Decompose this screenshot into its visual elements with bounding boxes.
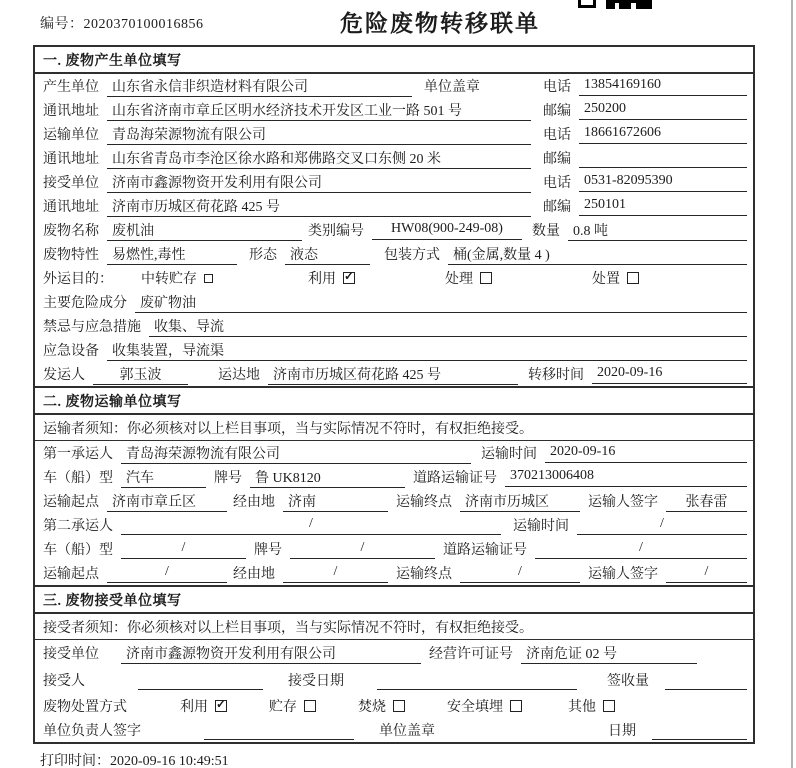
print-time-label: 打印时间： bbox=[40, 754, 110, 768]
qr-block bbox=[578, 0, 596, 8]
field-received-quantity bbox=[665, 671, 747, 690]
option-label: 利用 bbox=[308, 272, 336, 287]
section2-header: 二. 废物运输单位填写 bbox=[35, 386, 753, 415]
field-date bbox=[652, 721, 747, 740]
field-receiver-address: 济南市历城区荷花路 425 号 bbox=[107, 196, 531, 217]
qr-block bbox=[606, 3, 615, 9]
field-receiver-unit: 济南市鑫源物资开发利用有限公司 bbox=[107, 172, 531, 193]
transporter-notice: 运输者须知：你必须核对以上栏目事项，当与实际情况不符时，有权拒绝接受。 bbox=[35, 415, 753, 441]
option-store bbox=[269, 696, 316, 716]
row-emergency-equipment bbox=[35, 338, 753, 362]
field-label: 应急设备 bbox=[43, 344, 99, 359]
checkbox-incinerate bbox=[393, 700, 405, 712]
field-label: 通讯地址 bbox=[43, 152, 99, 167]
field-label: 接受单位 bbox=[43, 176, 99, 191]
field-transport-zip bbox=[579, 149, 747, 168]
field-label: 邮编 bbox=[543, 152, 571, 167]
field-label: 牌号 bbox=[214, 471, 242, 486]
option-label: 贮存 bbox=[269, 700, 297, 715]
field-label: 运输起点 bbox=[43, 495, 99, 510]
checkbox-store bbox=[304, 700, 316, 712]
field-producer-phone: 13854169160 bbox=[579, 77, 747, 96]
field-emergency-equipment: 收集装置，导流渠 bbox=[107, 340, 747, 361]
field-road-permit-2: / bbox=[535, 540, 747, 559]
unit-seal-label: 单位盖章 bbox=[379, 724, 435, 739]
option-label: 处理 bbox=[445, 272, 473, 287]
field-via-2: / bbox=[283, 564, 388, 583]
option-label: 中转贮存 bbox=[141, 272, 197, 287]
field-label: 第二承运人 bbox=[43, 519, 113, 534]
field-label: 类别编号 bbox=[308, 224, 364, 239]
option-other bbox=[568, 696, 615, 716]
option-landfill bbox=[447, 696, 522, 716]
page-title: 危险废物转移联单 bbox=[340, 11, 540, 36]
field-label: 运输起点 bbox=[43, 567, 99, 582]
checkbox-treat bbox=[480, 272, 492, 284]
field-producer-zip: 250200 bbox=[579, 101, 747, 120]
field-vehicle-type-1: 汽车 bbox=[121, 467, 206, 488]
field-label: 运输人签字 bbox=[588, 567, 658, 582]
option-label: 其他 bbox=[568, 700, 596, 715]
print-time bbox=[40, 750, 229, 768]
option-use bbox=[308, 268, 355, 288]
qr-block bbox=[619, 3, 631, 9]
field-second-carrier: / bbox=[121, 516, 501, 535]
option-dispose bbox=[592, 268, 639, 288]
checkbox-other bbox=[603, 700, 615, 712]
field-label: 签收量 bbox=[607, 674, 649, 689]
field-label: 废物处置方式 bbox=[43, 700, 127, 715]
row-accept-person bbox=[35, 666, 753, 694]
row-accept-unit bbox=[35, 640, 753, 666]
field-main-hazard: 废矿物油 bbox=[135, 292, 747, 313]
field-terminus-2: / bbox=[460, 564, 580, 583]
field-label: 产生单位 bbox=[43, 80, 99, 95]
field-shipper: 郭玉波 bbox=[93, 364, 188, 385]
row-waste-property bbox=[35, 242, 753, 266]
field-packaging: 桶(金属,数量 4 ) bbox=[448, 244, 747, 265]
field-label: 运达地 bbox=[218, 368, 260, 383]
field-category-code: HW08(900-249-08) bbox=[372, 221, 522, 240]
row-route-2 bbox=[35, 561, 753, 585]
field-road-permit-1: 370213006408 bbox=[505, 468, 747, 487]
field-label: 运输人签字 bbox=[588, 495, 658, 510]
field-transport-date-2: / bbox=[577, 516, 747, 535]
field-accept-date bbox=[377, 671, 577, 690]
qr-block bbox=[636, 3, 652, 9]
row-first-carrier bbox=[35, 441, 753, 465]
field-label: 通讯地址 bbox=[43, 104, 99, 119]
field-label: 运输单位 bbox=[43, 128, 99, 143]
field-label: 单位负责人签字 bbox=[43, 724, 141, 739]
print-time-value: 2020-09-16 10:49:51 bbox=[110, 754, 229, 768]
field-terminus-1: 济南市历城区 bbox=[460, 491, 580, 512]
row-second-carrier bbox=[35, 513, 753, 537]
field-destination: 济南市历城区荷花路 425 号 bbox=[268, 364, 518, 385]
field-label: 数量 bbox=[532, 224, 560, 239]
field-waste-name: 废机油 bbox=[107, 220, 302, 241]
field-label: 邮编 bbox=[543, 104, 571, 119]
row-producer-unit bbox=[35, 74, 753, 98]
row-responsible-signature bbox=[35, 718, 753, 742]
field-label: 接受日期 bbox=[288, 674, 344, 689]
field-carrier-signature-1: 张春雷 bbox=[666, 491, 747, 512]
field-via-1: 济南 bbox=[283, 491, 388, 512]
field-vehicle-type-2: / bbox=[121, 540, 246, 559]
field-form-state: 液态 bbox=[285, 244, 370, 265]
field-label: 接受人 bbox=[43, 674, 85, 689]
field-quantity: 0.8 吨 bbox=[568, 220, 747, 241]
field-label: 道路运输证号 bbox=[443, 543, 527, 558]
row-outbound-purpose bbox=[35, 266, 753, 290]
field-transport-date-1: 2020-09-16 bbox=[545, 444, 747, 463]
field-transport-unit: 青岛海荣源物流有限公司 bbox=[107, 124, 531, 145]
field-label: 经营许可证号 bbox=[429, 647, 513, 662]
field-origin-1: 济南市章丘区 bbox=[107, 491, 227, 512]
field-label: 转移时间 bbox=[528, 368, 584, 383]
receiver-notice: 接受者须知：你必须核对以上栏目事项，当与实际情况不符时，有权拒绝接受。 bbox=[35, 614, 753, 640]
field-label: 道路运输证号 bbox=[413, 471, 497, 486]
field-transfer-date: 2020-09-16 bbox=[592, 365, 747, 384]
field-first-carrier: 青岛海荣源物流有限公司 bbox=[121, 443, 471, 464]
option-transfer-storage bbox=[141, 268, 213, 288]
field-label: 运输终点 bbox=[396, 567, 452, 582]
option-label: 安全填埋 bbox=[447, 700, 503, 715]
row-receiver-address bbox=[35, 194, 753, 218]
checkbox-landfill bbox=[510, 700, 522, 712]
field-label: 运输时间 bbox=[513, 519, 569, 534]
field-accept-unit: 济南市鑫源物资开发利用有限公司 bbox=[121, 643, 421, 664]
field-label: 经由地 bbox=[233, 567, 275, 582]
field-label: 废物名称 bbox=[43, 224, 99, 239]
manifest-form bbox=[33, 45, 755, 744]
row-emergency-measures bbox=[35, 314, 753, 338]
field-label: 废物特性 bbox=[43, 248, 99, 263]
field-label: 通讯地址 bbox=[43, 200, 99, 215]
field-plate-2: / bbox=[290, 540, 435, 559]
row-transport-address bbox=[35, 146, 753, 170]
field-label: 牌号 bbox=[254, 543, 282, 558]
row-disposal-method bbox=[35, 694, 753, 718]
field-label: 主要危险成分 bbox=[43, 296, 127, 311]
option-label: 焚烧 bbox=[358, 700, 386, 715]
field-label: 外运目的： bbox=[43, 272, 113, 287]
field-label: 电话 bbox=[543, 80, 571, 95]
option-use bbox=[180, 696, 227, 716]
field-receiver-zip: 250101 bbox=[579, 197, 747, 216]
checkbox-use bbox=[343, 272, 355, 284]
field-transport-address: 山东省青岛市李沧区徐水路和郑佛路交叉口东侧 20 米 bbox=[107, 148, 531, 169]
serial-number bbox=[40, 13, 204, 33]
field-label: 运输时间 bbox=[481, 447, 537, 462]
field-carrier-signature-2: / bbox=[666, 564, 747, 583]
field-responsible-signature bbox=[204, 721, 354, 740]
row-transport-unit bbox=[35, 122, 753, 146]
field-transport-phone: 18661672606 bbox=[579, 125, 747, 144]
field-label: 邮编 bbox=[543, 200, 571, 215]
checkbox-use bbox=[215, 700, 227, 712]
serial-value: 2020370100016856 bbox=[83, 17, 204, 32]
field-label: 电话 bbox=[543, 176, 571, 191]
row-producer-address bbox=[35, 98, 753, 122]
section1-header: 一. 废物产生单位填写 bbox=[35, 47, 753, 74]
field-receiver-phone: 0531-82095390 bbox=[579, 173, 747, 192]
qr-code-icon bbox=[578, 0, 658, 9]
row-vehicle-1 bbox=[35, 465, 753, 489]
field-label: 电话 bbox=[543, 128, 571, 143]
scan-edge-line bbox=[791, 0, 793, 768]
field-license-number: 济南危证 02 号 bbox=[521, 643, 697, 664]
field-label: 运输终点 bbox=[396, 495, 452, 510]
field-label: 发运人 bbox=[43, 368, 85, 383]
option-incinerate bbox=[358, 696, 405, 716]
field-label: 禁忌与应急措施 bbox=[43, 320, 141, 335]
row-main-hazard bbox=[35, 290, 753, 314]
field-producer-unit: 山东省永信非织造材料有限公司 bbox=[107, 76, 412, 97]
checkbox-transfer-storage bbox=[204, 274, 213, 283]
row-shipper bbox=[35, 362, 753, 386]
row-receiver-unit bbox=[35, 170, 753, 194]
field-accept-person bbox=[138, 671, 263, 690]
field-label: 经由地 bbox=[233, 495, 275, 510]
row-waste-name bbox=[35, 218, 753, 242]
field-emergency-measures: 收集、导流 bbox=[149, 316, 747, 337]
checkbox-dispose bbox=[627, 272, 639, 284]
field-label: 形态 bbox=[249, 248, 277, 263]
field-label: 日期 bbox=[608, 724, 636, 739]
field-label: 接受单位 bbox=[43, 647, 99, 662]
field-producer-address: 山东省济南市章丘区明水经济技术开发区工业一路 501 号 bbox=[107, 100, 531, 121]
section3-header: 三. 废物接受单位填写 bbox=[35, 585, 753, 614]
option-label: 利用 bbox=[180, 700, 208, 715]
field-label: 车（船）型 bbox=[43, 543, 113, 558]
row-route-1 bbox=[35, 489, 753, 513]
row-vehicle-2 bbox=[35, 537, 753, 561]
field-label: 包装方式 bbox=[384, 248, 440, 263]
option-treat bbox=[445, 268, 492, 288]
field-origin-2: / bbox=[107, 564, 227, 583]
serial-label: 编号： bbox=[40, 17, 84, 32]
option-label: 处置 bbox=[592, 272, 620, 287]
field-waste-property: 易燃性,毒性 bbox=[107, 244, 237, 265]
field-label: 车（船）型 bbox=[43, 471, 113, 486]
field-label: 第一承运人 bbox=[43, 447, 113, 462]
field-plate-1: 鲁 UK8120 bbox=[250, 467, 405, 488]
unit-seal-label: 单位盖章 bbox=[424, 80, 480, 95]
